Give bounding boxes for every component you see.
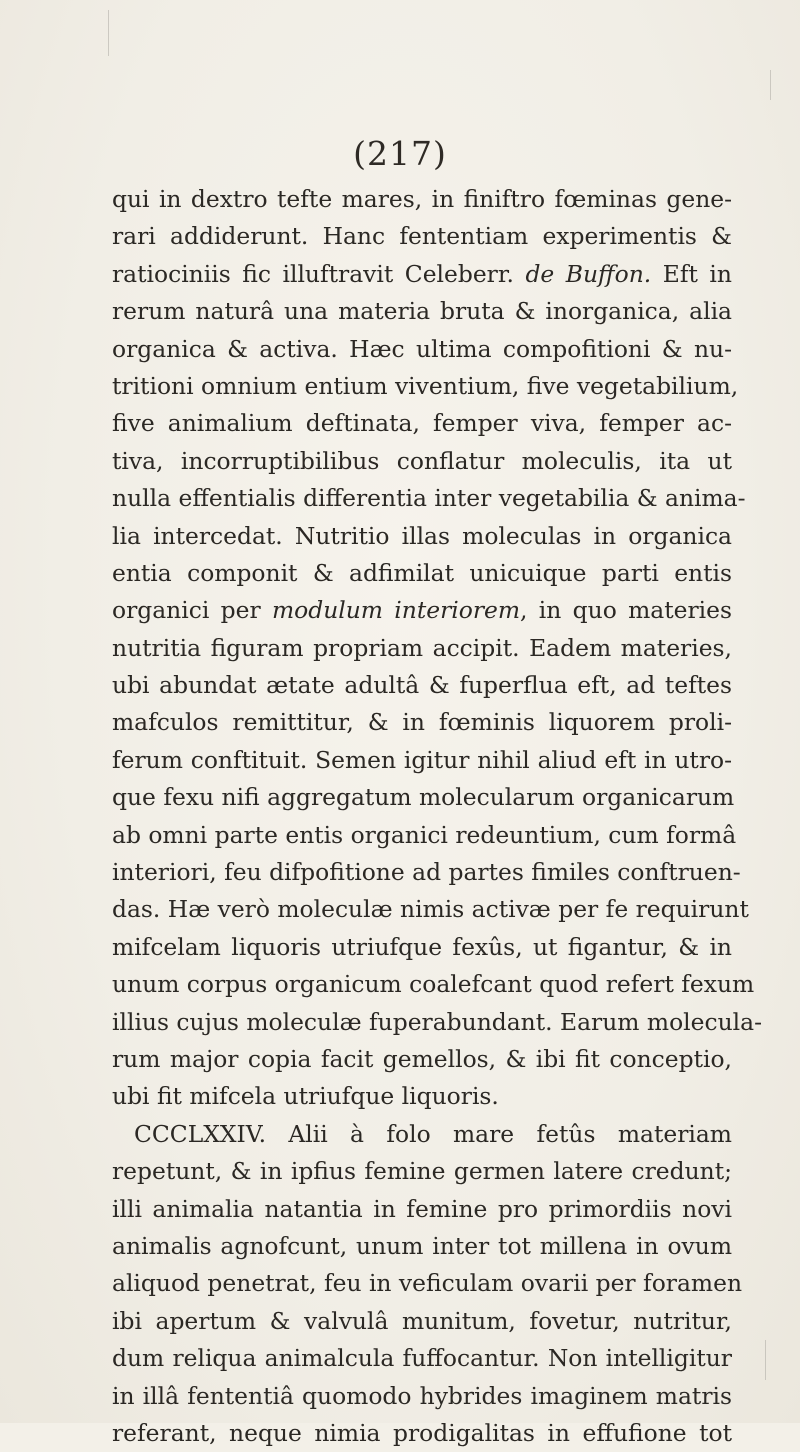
text-line — [112, 1191, 732, 1228]
text-run: tiva, incorruptibilibus conflatur moleculis, ita ut — [112, 446, 732, 475]
text-line — [112, 1116, 732, 1153]
text-run: ubi fit mifcela utriufque liquoris. — [112, 1082, 499, 1111]
text-line — [112, 405, 732, 442]
text-line — [112, 592, 732, 629]
text-line — [112, 854, 741, 891]
text-line — [112, 218, 732, 255]
text-run: qui in dextro tefte mares, in finiftro fœminas gene- — [112, 185, 732, 213]
text-line — [112, 929, 732, 966]
text-line — [112, 1415, 732, 1452]
italic-text: modulum interiorem — [271, 596, 521, 625]
text-run: , in quo materies — [520, 596, 732, 625]
paper-blemish — [770, 70, 771, 100]
text-line — [112, 256, 732, 293]
text-line — [112, 368, 739, 405]
text-run: unum corpus organicum coalefcant quod refert fexum — [112, 970, 755, 999]
text-line — [112, 181, 732, 218]
text-line — [112, 966, 755, 1003]
text-run: five animalium deftinata, femper viva, femper ac- — [112, 409, 732, 438]
text-run: aliquod penetrat, feu in veficulam ovarii per foramen — [112, 1269, 743, 1298]
text-line — [112, 331, 732, 368]
text-run: organica & activa. Hæc ultima compofitioni & nu- — [112, 334, 732, 363]
text-run: lia intercedat. Nutritio illas moleculas in organica — [112, 521, 732, 550]
text-line — [112, 1228, 732, 1265]
text-line — [112, 1340, 732, 1377]
text-run: das. Hæ verò moleculæ nimis activæ per fe requirunt — [112, 895, 749, 924]
body-text — [112, 181, 762, 1452]
text-line — [112, 742, 732, 779]
text-line — [112, 1004, 762, 1041]
text-line — [112, 480, 746, 517]
text-line — [112, 817, 737, 854]
text-line — [112, 443, 732, 480]
paper-blemish — [108, 10, 109, 56]
text-run: interiori, feu difpofitione ad partes fimiles conftruen- — [112, 858, 741, 887]
text-run: nulla effentialis differentia inter vegetabilia & anima- — [112, 484, 746, 513]
text-line — [112, 891, 749, 928]
text-run: ab omni parte entis organici redeuntium, cum formâ — [112, 820, 737, 849]
text-run: nutritia figuram propriam accipit. Eadem materies, — [112, 633, 732, 662]
text-line — [112, 1078, 732, 1115]
text-run: rum major copia facit gemellos, & ibi fit conceptio, — [112, 1044, 732, 1073]
text-run: CCCLXXIV. Alii à folo mare fetûs materiam — [134, 1119, 732, 1148]
text-line — [112, 293, 732, 330]
text-run: dum reliqua animalcula fuffocantur. Non intelligitur — [112, 1344, 732, 1373]
text-line — [112, 1265, 743, 1302]
text-run: illius cujus moleculæ fuperabundant. Earum molecula- — [112, 1007, 762, 1036]
text-run: organici per — [112, 596, 272, 625]
text-run: ibi apertum & valvulâ munitum, fovetur, nutritur, — [112, 1306, 732, 1335]
paper-blemish — [765, 1340, 766, 1380]
text-run: rari addiderunt. Hanc fententiam experimentis & — [112, 222, 732, 251]
text-line — [112, 1041, 732, 1078]
text-run: tritioni omnium entium viventium, five vegetabilium, — [112, 371, 739, 400]
text-run: rerum naturâ una materia bruta & inorganica, alia — [112, 297, 732, 326]
italic-text: de Buffon. — [525, 259, 652, 288]
text-line — [112, 1303, 732, 1340]
text-run: in illâ fententiâ quomodo hybrides imaginem matris — [112, 1381, 732, 1410]
text-line — [112, 555, 732, 592]
text-run: entia componit & adfimilat unicuique parti entis — [112, 558, 732, 587]
text-run: animalis agnofcunt, unum inter tot millena in ovum — [112, 1231, 732, 1260]
text-run: repetunt, & in ipfius femine germen latere credunt; — [112, 1157, 732, 1186]
text-line — [112, 704, 732, 741]
text-run: ferum conftituit. Semen igitur nihil aliud eft in utro- — [112, 745, 732, 774]
text-line — [112, 1153, 732, 1190]
text-run: que fexu nifi aggregatum molecularum organicarum — [112, 783, 735, 812]
page-number: (217) — [353, 134, 447, 173]
text-line — [112, 1378, 732, 1415]
text-run: illi animalia natantia in femine pro primordiis novi — [112, 1194, 732, 1223]
text-line — [112, 518, 732, 555]
text-line — [112, 779, 735, 816]
text-line — [112, 630, 732, 667]
text-run: ubi abundat ætate adultâ & fuperflua eft, ad teftes — [112, 671, 732, 700]
text-run: mifcelam liquoris utriufque fexûs, ut figantur, & in — [112, 932, 732, 961]
text-run: referant, neque nimia prodigalitas in effufione tot — [112, 1418, 732, 1447]
text-run: ratiociniis fic illuftravit Celeberr. — [112, 259, 526, 288]
text-run: Eft in — [651, 259, 732, 288]
text-run: mafculos remittitur, & in fœminis liquorem proli- — [112, 708, 732, 737]
text-line — [112, 667, 732, 704]
